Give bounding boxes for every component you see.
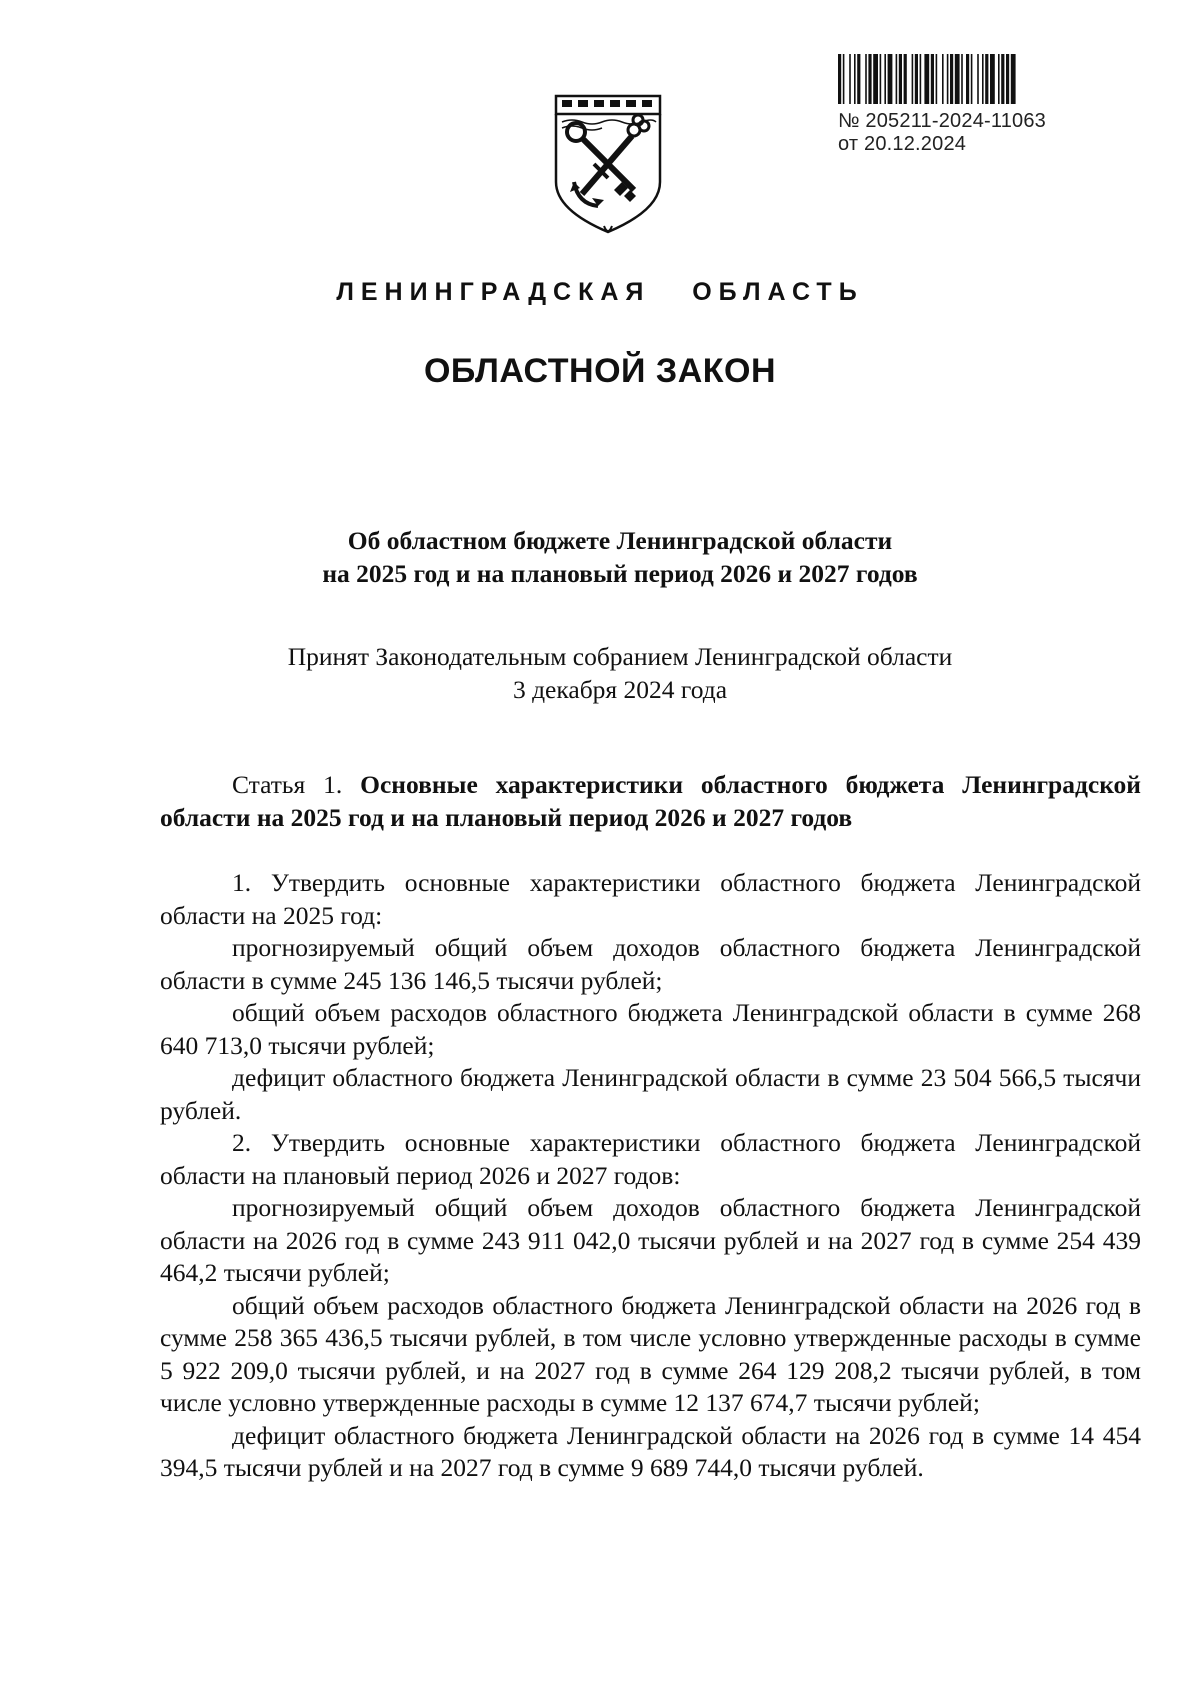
law-title-line-2: на 2025 год и на плановый период 2026 и 2027 годов xyxy=(322,559,918,588)
article-label: Статья 1. xyxy=(232,770,343,799)
registration-stamp xyxy=(838,54,1098,156)
paragraph-1: 1. Утвердить основные характеристики областного бюджета Ленинградской области на 2025 год: xyxy=(160,868,1141,930)
registration-date: от 20.12.2024 xyxy=(838,133,967,155)
adoption-line-2: 3 декабря 2024 года xyxy=(512,675,728,704)
paragraph-4: дефицит областного бюджета Ленинградской области в сумме 23 504 566,5 тысячи рублей. xyxy=(160,1063,1141,1125)
paragraph-8: дефицит областного бюджета Ленинградской области на 2026 год в сумме 14 454 394,5 тысячи рублей и на 2027 год в сумме 9 689 744,0 тысячи рублей. xyxy=(160,1420,1141,1482)
paragraph-5: 2. Утвердить основные характеристики областного бюджета Ленинградской области на плановый период 2026 и 2027 годов: xyxy=(160,1128,1141,1190)
coat-of-arms-icon xyxy=(548,86,668,236)
law-body xyxy=(160,769,1141,1485)
registration-number: № 205211-2024-11063 xyxy=(838,110,1047,132)
adoption-note xyxy=(150,640,1090,706)
article-title: Основные характеристики областного бюджета Ленинградской области на 2025 год и на плановый период 2026 и 2027 годов xyxy=(160,770,1141,832)
paragraph-3: общий объем расходов областного бюджета Ленинградской области в сумме 268 640 713,0 тысячи рублей; xyxy=(160,998,1141,1060)
paragraph-7: общий объем расходов областного бюджета Ленинградской области на 2026 год в сумме 258 365 436,5 тысячи рублей, в том числе условно утвержденные расходы в сумме 5 922 209,0 тысячи рублей, и на 2027 год в сумме 264 129 208,2 тысячи рублей, в том числе условно утвержденные расходы в сумме 12 137 674,7 тысячи рублей; xyxy=(160,1290,1141,1417)
paragraph-2: прогнозируемый общий объем доходов областного бюджета Ленинградской области в сумме 245 136 146,5 тысячи рублей; xyxy=(160,933,1141,995)
document-type: ОБЛАСТНОЙ ЗАКОН xyxy=(423,352,777,390)
adoption-line-1: Принят Законодательным собранием Ленинградской области xyxy=(287,642,953,671)
region-name: ЛЕНИНГРАДСКАЯ ОБЛАСТЬ xyxy=(336,278,864,306)
article-1-heading xyxy=(160,769,1141,834)
barcode-icon xyxy=(838,54,1090,104)
paragraph-6: прогнозируемый общий объем доходов областного бюджета Ленинградской области на 2026 год в сумме 243 911 042,0 тысячи рублей и на 2027 год в сумме 254 439 464,2 тысячи рублей; xyxy=(160,1193,1141,1287)
law-title-line-1: Об областном бюджете Ленинградской области xyxy=(347,526,893,555)
law-title xyxy=(150,524,1090,590)
